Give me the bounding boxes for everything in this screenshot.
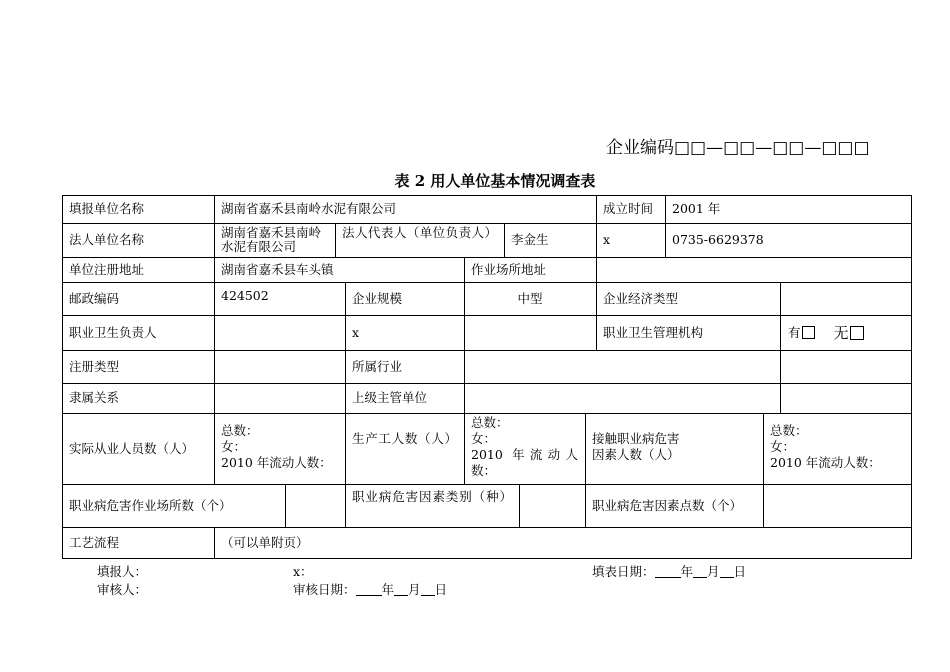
contact-label-line2: 因素人数（人） xyxy=(592,447,680,462)
work-address-label: 作业场所地址 xyxy=(471,261,547,277)
prod-floating: 2010 年流动人 xyxy=(471,447,578,462)
health-mgmt-choice xyxy=(780,315,911,350)
fill-date-year: 年 xyxy=(680,564,694,579)
filler-x: x： xyxy=(293,564,313,579)
industry-label: 所属行业 xyxy=(352,358,403,374)
mgmt-yes-label: 有 xyxy=(788,324,801,340)
postcode-value: 424502 xyxy=(221,288,269,303)
contact-total: 总数： xyxy=(770,423,808,438)
factor-types-label: 职业病危害因素类别（种） xyxy=(352,489,512,504)
fill-unit-value: 湖南省嘉禾县南岭水泥有限公司 xyxy=(221,201,397,216)
contact-floating: 2010 年流动人数： xyxy=(770,455,881,470)
hazard-sites-label: 职业病危害作业场所数（个） xyxy=(69,497,232,513)
contact-label-line1: 接触职业病危害 xyxy=(592,431,680,446)
form-title: 表 2 用人单位基本情况调查表 xyxy=(394,172,596,190)
enterprise-code-label: 企业编码 xyxy=(606,138,674,158)
fill-unit-label: 填报单位名称 xyxy=(69,201,145,216)
work-address-value xyxy=(596,257,911,282)
fill-date-day: 日 xyxy=(733,564,747,579)
econ-type-value xyxy=(780,282,911,315)
reviewer-label: 审核人： xyxy=(97,582,148,597)
contact-staff-label xyxy=(585,413,763,484)
reg-type-label: 注册类型 xyxy=(69,358,120,374)
review-date-label: 审核日期： xyxy=(293,582,356,597)
affiliation-label: 隶属关系 xyxy=(69,390,120,405)
phone-value: 0735-6629378 xyxy=(672,232,764,247)
prod-workers-label: 生产工人数（人） xyxy=(352,431,457,446)
actual-female: 女： xyxy=(221,439,247,454)
legal-rep-x: x xyxy=(603,232,611,247)
factor-points-label: 职业病危害因素点数（个） xyxy=(592,497,743,513)
enterprise-code-boxes: □□—□□—□□—□□□ xyxy=(674,138,870,158)
enterprise-code xyxy=(606,133,870,158)
fill-date xyxy=(592,562,746,580)
filler-label: 填报人： xyxy=(97,564,148,579)
scale-value: 中型 xyxy=(517,290,543,306)
fill-date-month: 月 xyxy=(707,564,720,579)
survey-table xyxy=(62,195,912,559)
actual-staff-label: 实际从业人员数（人） xyxy=(69,440,195,456)
actual-floating: 2010 年流动人数： xyxy=(221,455,332,470)
health-mgmt-label: 职业卫生管理机构 xyxy=(603,324,704,340)
process-label: 工艺流程 xyxy=(69,534,120,550)
health-head-x: x xyxy=(352,324,360,340)
mgmt-no-label: 无 xyxy=(833,323,849,342)
review-date-month: 月 xyxy=(408,582,421,597)
contact-female: 女： xyxy=(770,439,796,454)
legal-rep-value: 李金生 xyxy=(511,232,549,247)
health-head-value xyxy=(214,315,345,350)
reg-address-value: 湖南省嘉禾县车头镇 xyxy=(221,261,334,277)
prod-workers-values xyxy=(464,413,585,484)
reg-address-label: 单位注册地址 xyxy=(69,261,145,277)
prod-floating-tail: 数： xyxy=(471,463,497,478)
health-head-label: 职业卫生负责人 xyxy=(69,324,157,340)
review-date-day: 日 xyxy=(434,582,448,597)
process-value: （可以单附页） xyxy=(221,534,309,550)
fill-date-label: 填表日期： xyxy=(592,564,655,579)
econ-type-label: 企业经济类型 xyxy=(603,290,679,306)
legal-rep-label: 法人代表人（单位负责人） xyxy=(342,225,497,240)
prod-female: 女： xyxy=(471,431,497,446)
legal-unit-value: 湖南省嘉禾县南岭水泥有限公司 xyxy=(221,225,322,254)
postcode-label: 邮政编码 xyxy=(69,290,120,306)
legal-unit-label: 法人单位名称 xyxy=(69,232,145,247)
prod-total: 总数： xyxy=(471,415,509,430)
superior-unit-label: 上级主管单位 xyxy=(352,390,428,405)
founded-value: 2001 年 xyxy=(672,201,721,216)
actual-staff-values xyxy=(214,413,345,484)
review-date xyxy=(293,580,447,598)
mgmt-no-checkbox[interactable] xyxy=(850,326,864,340)
founded-label: 成立时间 xyxy=(603,201,654,216)
actual-total: 总数： xyxy=(221,423,259,438)
review-date-year: 年 xyxy=(381,582,395,597)
mgmt-yes-checkbox[interactable] xyxy=(802,326,815,339)
contact-staff-values xyxy=(763,413,911,484)
scale-label: 企业规模 xyxy=(352,290,403,306)
